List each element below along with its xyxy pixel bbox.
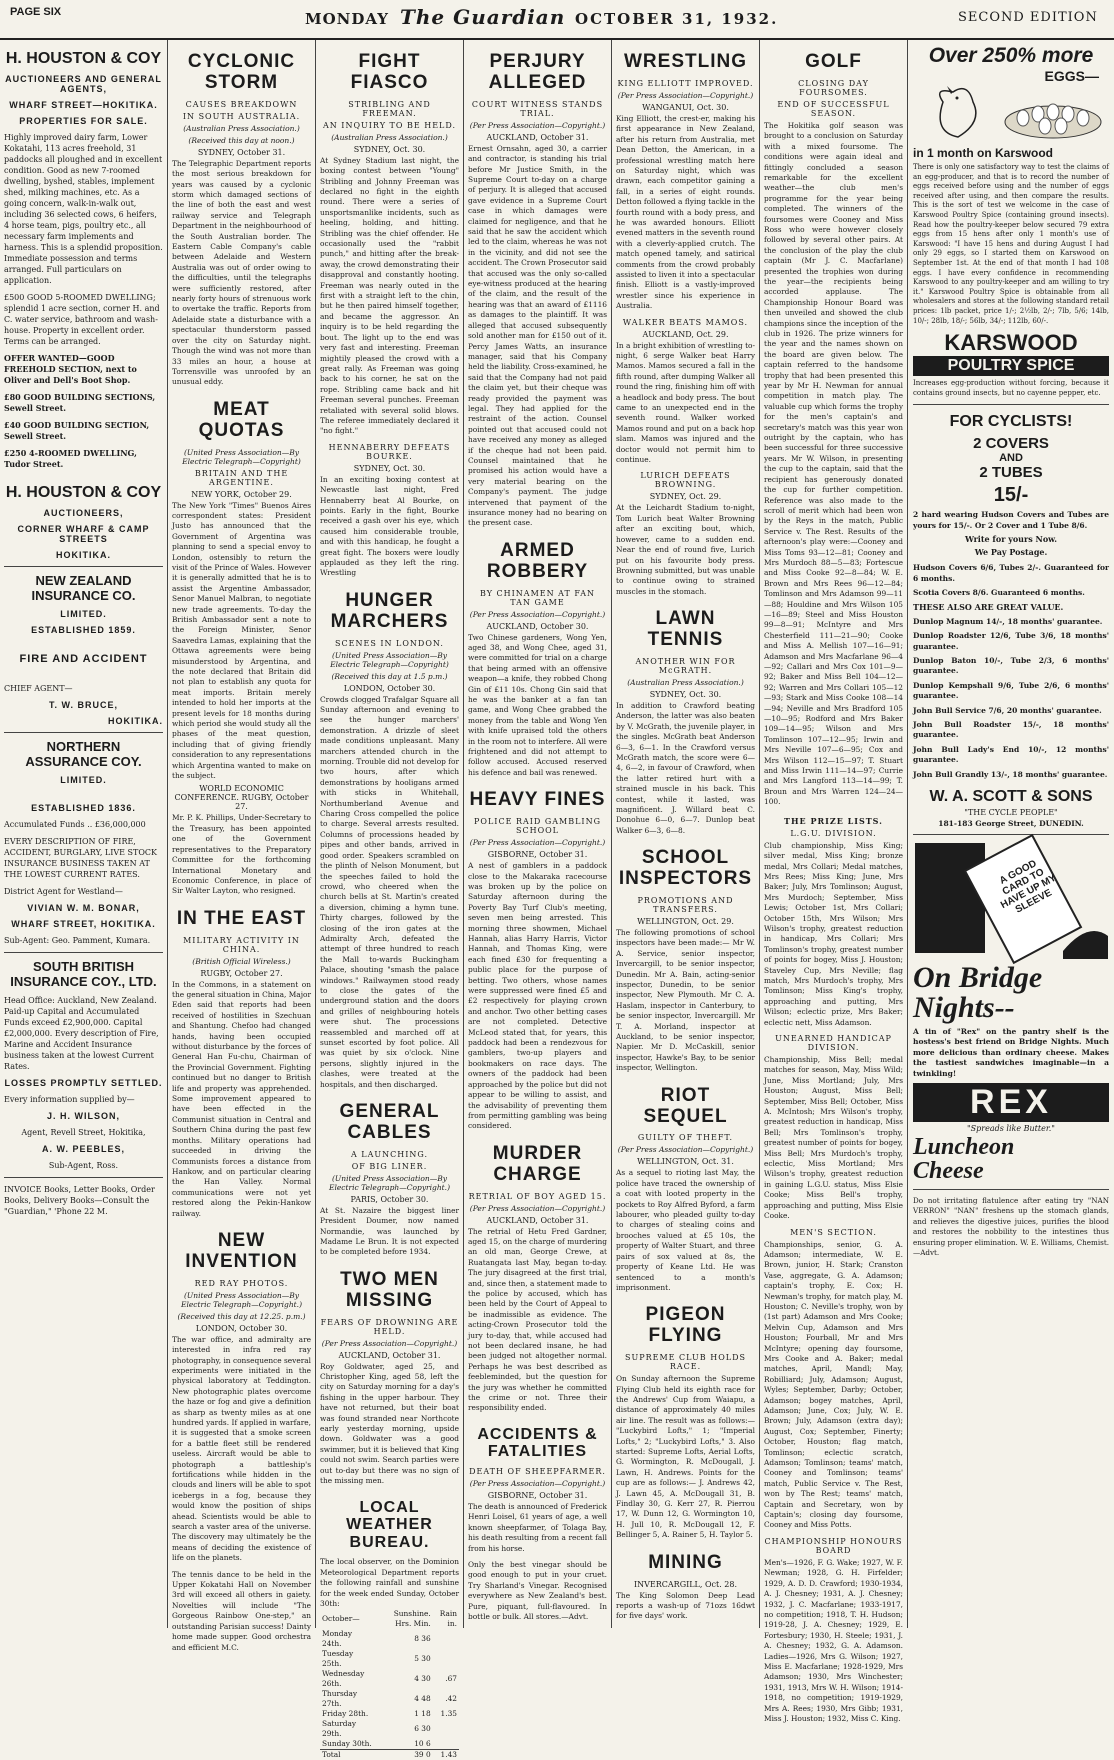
list-item: Scotia Covers 8/6. Guaranteed 6 months.: [913, 587, 1085, 597]
ad-text: District Agent for Westland—: [4, 887, 123, 896]
page-number: PAGE SIX: [10, 6, 62, 18]
article-body: Men's—1926, F. G. Wake; 1927, W. F. Newman; 1928, G. H. Firfelder; 1929, A. D. D. Crawford; 1930-1934, A. J. Chesney; 1931, A. J. Chesney; 1932, J. C. Macfarlane; 1933-1917, no competition; 1918, T. H. Hudson; 1919-28, J. A. Chesney; 1929, E. Fortesbury; 1930, H. Steele; 1931, J. A. Chesney; 1932, G. A. Adamson. Ladies—1926, Mrs G. Wilson; 1927, Miss E. Macfarlane; 1928-1929, Mrs Adamson; 1930, Mrs Winchester; 1931, 1913, Mrs W. H. Wilson; 1914-1918, no competition; 1919-1929, Mrs A. Rees; 1930, Mrs Gibb; 1931, Miss J. Houston; 1932, Miss C. King.: [764, 1557, 903, 1723]
dateline: LONDON, October 30.: [343, 683, 436, 693]
article-source: (Per Press Association—Copyright.): [617, 90, 754, 100]
article-headline: SCHOOL INSPECTORS: [618, 847, 753, 890]
ad-line: LIMITED.: [60, 609, 107, 619]
weather-table: [320, 1609, 459, 1760]
article-body: In a bright exhibition of wrestling to-night, 6 serge Walker beat Harry Mamos. Mamos secured a fall in the fifth round, after dumping Walker all round the ring, finishing him off with a headlock and body press. The bout came to an unexpected end in the seventh round. Walker worked Mamos round and put on a back hop slam. Mamos was injured and the doctor would not permit him to continue.: [616, 340, 755, 465]
article-body: King Elliott, the crest-er, making his first appearance in New Zealand, after his return from Australia, met Dean Detton, the American, in a professional wrestling match here on Saturday night, which was drawn, each competitor gaining a fall, in a series of eight rounds. Detton followed a flying tackle in the fourth round with a body press, and he was awarded honours. Elliott evened matters in the seventh round with a cleverly-applied crutch. The match opened tamely, and satirical comments from the crowd probably assisted to liven it into a spectacular finish. Elliott is a vastly-improved wrestler since his experience in Australia.: [616, 113, 755, 311]
article-source: (United Press Association—By Electric Telegraph—Copyright.): [180, 1290, 302, 1309]
list-item: Dunlop Magnum 14/-, 18 months' guarantee.: [913, 616, 1103, 626]
dateline: WELLINGTON, Oct. 29.: [637, 916, 734, 926]
table-cell: Friday 28th.: [322, 1709, 369, 1719]
article-deck: KING ELLIOTT IMPROVED.: [617, 78, 754, 88]
article-headline: PERJURY ALLEGED: [488, 51, 587, 93]
ad-line: VIVIAN W. M. BONAR,: [27, 903, 140, 913]
ad-text: Highly improved dairy farm, Lower Kokatahi, 113 acres freehold, 31 paddocks all ploughed and in excellent condition. Good as new 7-roomed dwelling, byshed, stables, implement shed, milking machines, etc. As a going concern, walk-in-walk out, including 36 selected cows, 6 heifers, 4 horse team, pigs, poultry etc., all necessary farm implements and harness. This is a splendid proposition. Immediate possession and terms arranged. Full particulars on application.: [4, 133, 163, 285]
table-row: [320, 1689, 459, 1709]
article-headline: HUNGER MARCHERS: [330, 589, 449, 632]
ad-text: CHIEF AGENT—: [4, 684, 73, 693]
ad-line: J. H. WILSON,: [46, 1111, 120, 1121]
table-row: [320, 1739, 459, 1750]
divider: [913, 834, 1109, 835]
table-cell: 10 6: [414, 1739, 431, 1749]
ad-line: AUCTIONEERS AND GENERAL AGENTS,: [5, 74, 162, 94]
masthead-day: MONDAY: [305, 10, 389, 28]
ad-text: "THE CYCLE PEOPLE": [964, 808, 1058, 817]
dateline: GISBORNE, October 31.: [487, 1491, 588, 1501]
section-heading: CHAMPIONSHIP HONOURS BOARD: [764, 1536, 903, 1555]
article-body: The war office, and admiralty are interested in infra red ray photography, in consequence several experiments were initiated in the physical laboratory at Teddington. New photographic plates overcome the haze or fog and give a definition as sharp as twenty miles as at one hundred yards. If applied in warfare, it is suggested that a smoke screen for a battle fleet still be rendered useless. Aircraft would be able to photograph a battleship's fortifications while hidden in the clouds and liners will be able to spot icebergs in a fog, because they would know the position of ships ahead. Scientists would be able to search a vaster area of the universe. The discovery may ultimately be the means of deciding the existence of life on the planets.: [172, 1334, 311, 1563]
list-item: Dunlop Kempshall 9/6, Tube 2/6, 6 months' guarantee.: [913, 680, 1109, 701]
article-body: Championship, Miss Bell; medal matches for season, May, Miss Wild; June, Miss Mortland; July, Mrs Houston; August, Miss Bell; September, Miss Bell; October, Miss A. McIntosh; Mrs Wilson's trophy, greatest reduction in handicap, Miss Bell; Mrs Tomlinson's trophy, greatest number of points for bogey, Miss Bell; Mrs Murdoch's trophy, eclectic, Miss Mortland; Mrs Wilson's trophy, greatest reduction in gaining L.G.U. status, Miss Elsie Cooke; Miss Bell's trophy, approaching and putting, Miss Elsie Cooke.: [764, 1055, 903, 1221]
table-cell: [433, 1739, 459, 1750]
table-cell: 4 48: [414, 1694, 431, 1704]
advertisement-text: Only the best vinegar should be good enough to put in your cruet. Try Sharland's Vinegar. Recognised everywhere as New Zealand's best. Pure, piquant, full-flavoured. In bottle or bulk. All stores.—Advt.: [468, 1560, 607, 1622]
article-source: (Per Press Association—Copyright.): [469, 609, 606, 619]
ad-line: HOKITIKA.: [56, 550, 111, 560]
section-heading: MEN'S SECTION.: [790, 1227, 877, 1237]
article-body: The Telegraphic Department reports the most serious breakdown for years was caused by a cyclonic storm which damaged sections of the line of both the east and west railway service and Telegraph Department in the neighbourhood of the South Australian border. The Eastern Cable Company's cable between Adelaide and Western Australia was out of order owing to the difficulties, until the telegraphs were sufficiently restored, after nearly forty hours of strenuous work to overtake the traffic. Reports from Adelaide state a disturbance with a spectacular thunderstorm passed over the city on Saturday night. Though the wind was not more than 33 miles an hour, a house at Torrensville was unroofed by an unusual eddy.: [172, 158, 311, 387]
table-cell: 1 18: [414, 1709, 431, 1719]
article-body: At St. Nazaire the biggest liner President Doumer, now named Normandie, was launched by Madame Le Brun. It is not expected to be completed before 1934.: [320, 1205, 459, 1257]
article-body: At the Leichardt Stadium to-night, Tom Lurich beat Walter Browning after an exciting bout, which, however, came to a sudden end. Near the end of round five, Lurich put on his favourite body press. Browning submitted, but was unable to continue owing to strained muscles in the stomach.: [616, 503, 755, 596]
karswood-ad: [913, 44, 1109, 144]
article-deck: IN SOUTH AUSTRALIA.: [182, 111, 301, 121]
article-deck: END OF SUCCESSFUL SEASON.: [777, 99, 890, 118]
article-headline: WRESTLING: [624, 51, 747, 72]
ad-line: ESTABLISHED 1836.: [31, 803, 136, 813]
article-deck: AN INQUIRY TO BE HELD.: [322, 120, 457, 130]
ad-text: A tin of "Rex" on the pantry shelf is the hostess's best friend on Bridge Nights. Much more delicious than ordinary cheese. Makes the tastiest sandwiches imaginable—in a twinkling!: [913, 1027, 1109, 1078]
article-deck: BY CHINAMEN AT FAN TAN GAME: [479, 588, 596, 607]
divider: [4, 1177, 163, 1178]
article-body: The retrial of Hetu Fred Gardner, aged 15, on the charge of murdering an old man, George Crewe, at Ruatangata last May, began to-day. The jury disagreed at the first trial, and, since then, a statement made to the police by accused, which has been held by the Court of Appeal to be inadmissible as evidence. The acting-Crown Prosecutor told the jury to-day, that, while accused had not been declared insane, he had been judged not altogether normal. Perhaps he was best described as feebleminded, but the question for the jury was whether he committed the crime or not. Three their responsibility ended.: [468, 1226, 607, 1413]
dateline: PARIS, October 30.: [350, 1194, 429, 1204]
article-body: In addition to Crawford beating Anderson, the latter was also beaten by V. McGrath, the juvenile player, in the singles. McGrath beat Anderson 6—3, 6—1. In the Crawford versus McGrath match, the score were 6—4, 6—2, in favour of Crawford, when the latter retired hurt with a strained muscle in his back. This contest, while it lasted, was magnificent. J. Willard beat C. Donohue 6—0, 6—7. Dunlop beat Walker 6—3, 6—8.: [616, 700, 755, 835]
article-source: (Per Press Association—Copyright.): [469, 1479, 606, 1489]
article-headline: ACCIDENTS & FATALITIES: [477, 1425, 598, 1461]
table-cell: Total: [322, 1750, 341, 1760]
table-cell: Saturday 29th.: [322, 1719, 357, 1739]
article-headline: IN THE EAST: [176, 907, 307, 929]
article-body: The tennis dance to be held in the Upper Kokatahi Hall on November 3rd will exceed all others in gaiety. Novelties will include "The Gorgeous Rainbow One-step," an outstanding Parisian success! Dainty home made supper. Good orchestra and efficient M.C.: [172, 1569, 311, 1652]
article-headline: LAWN TENNIS: [647, 608, 724, 651]
ad-text: Every information supplied by—: [4, 1095, 135, 1104]
article-body: The Hokitika golf season was brought to a conclusion on Saturday with a mixed foursome. The conditions were again ideal and fittingly concluded a season remarkable for the excellent weather—the club men's programme for the year being completed. The winners of the foursomes were Cooney and Miss Ross who were however closely followed by several other pairs. At the conclusion of the play the club captain (Mr J. C. Macfarlane) presented the trophies won during the year—the recipients being accorded applause. The Championship Honour Board was then unveiled and showed the club champions since the inception of the club in 1926. The prize winners for the year and the names shown on the board are given below. The captain referred to the handsome trophy that had been presented this year by Mr H. Newman for annual competition in match play. The valuable cup which forms the trophy for the men's captain's and secretary's match was this year won outright by the captain, who has been successful for three successive years. Mr W. Wilson, in presenting the cup to the captain, said that the recipient has generously donated the cup for further competition. Reference was also made to the scroll of merit which had been won by the Reys in the match, Public Service v. The Rest. Results of the afternoon's play were:—Cooney and Miss Toms 93—12—81; Cooney and Mrs Murdoch 88—5—83; Fortescue and Miss Cooke 92—8—84; W. E. Brown and Mrs Rees 96—12—84; Tomlinson and Mrs Adamson 99—11—88; Houldine and Mrs Wilson 105—16—89; Steel and Miss Houston 99—8—91; McIntyre and Mrs Chesterfield 111—21—90; Cooke and Miss A. Mellish 107—16—91; Adamson and Mrs Macfarlane 96—4—92; Callari and Mrs Cox 101—9—92; Baker and Miss Bell 104—12—92; Warren and Mrs Collari 105—12—93; Stark and Miss Cooke 108—14—94; Neville and Mrs Bradford 105—10—95; Rodford and Mrs Baker 109—14—95; Wilson and Mrs Tomlinson 107—12—95; Irwin and Mrs Neville 107—6—95; Cox and Mrs Wilson 112—15—97; T. Stuart and Miss Irwin 111—14—97; Currie and Mrs Langford 113—14—99; T. Broun and Mrs Warren 124—24—100.: [764, 120, 903, 807]
dateline: WANGANUI, Oct. 30.: [642, 102, 729, 112]
article-deck: DEATH OF SHEEPFARMER.: [469, 1467, 606, 1477]
table-row: [320, 1669, 459, 1689]
ad-text: There is only one satisfactory way to test the claims of an egg-producer, and that is to record the number of eggs received before using and the number of eggs received after using, and then compare the results. This is the sort of test we welcome in the case of Karswood Poultry Spice (containing ground insects). Read how the poultry-keeper below secured 79 extra eggs from 15 hens after only 1 month's use of Karswood: "I have 15 hens and during August I had only 29 eggs, so I started them on Karswood on September 1st. At the end of that month I had 108 eggs. I have every confidence in recommending Karswood to any poultry-keeper and am willing to try it." Karswood Poultry Spice is obtainable from all wholesalers and stores at the following standard retail prices: 1lb packet, price 1/-; 2½lb, 2/-; 7lb, 5/6; 14lb, 10/-; 28lb, 18/-; 56lb, 34/-; 112lb, 60/-.: [913, 163, 1109, 325]
article-source: (Australian Press Association.): [627, 677, 744, 687]
article-deck: BRITAIN AND THE ARGENTINE.: [194, 468, 289, 487]
ad-text: £40 GOOD BUILDING SECTION, Sewell Street.: [4, 420, 150, 441]
dateline: LONDON, October 30.: [195, 1323, 288, 1333]
article-deck: SUPREME CLUB HOLDS RACE.: [625, 1353, 746, 1372]
table-cell: 6 30: [414, 1724, 431, 1734]
masthead-edition: SECOND EDITION: [958, 10, 1098, 25]
ad-line: AUCTIONEERS,: [43, 508, 124, 518]
ad-heading: PROPERTIES FOR SALE.: [19, 116, 148, 126]
ad-banner: Over 250% more: [928, 44, 1094, 67]
dateline: SYDNEY, Oct. 30.: [353, 463, 426, 473]
table-header-cell: Sunshine. Hrs. Min.: [393, 1609, 431, 1629]
dateline: RUGBY, October 27.: [200, 968, 283, 978]
article-deck: GUILTY OF THEFT.: [637, 1133, 734, 1143]
article-deck: A LAUNCHING.: [350, 1149, 429, 1159]
article-deck: PROMOTIONS AND TRANSFERS.: [637, 895, 734, 914]
ad-banner: Nights--: [913, 991, 1015, 1024]
article-source: (United Press Association—By Electric Telegraph—Copyright): [182, 447, 301, 466]
article-source: (Australian Press Association.): [331, 132, 448, 142]
ad-text: "Spreads like Butter.": [967, 1124, 1055, 1134]
article-headline: CYCLONIC STORM: [187, 51, 296, 93]
article-source: (Received this day at 12.25. p.m.): [177, 1311, 306, 1321]
article-deck: RETRIAL OF BOY AGED 15.: [468, 1191, 607, 1201]
table-row: [320, 1719, 459, 1739]
dateline: INVERCARGILL, Oct. 28.: [633, 1579, 738, 1589]
article-source: (British Official Wireless.): [192, 956, 291, 966]
ad-banner: AND: [999, 452, 1023, 465]
article-deck: STRIBLING AND FREEMAN.: [348, 99, 431, 118]
article-body: Ernest Ornsahn, aged 30, a carrier and contractor, is standing his trial before Mr Justice Smith, in the Supreme Court to-day on a charge of perjury. It is alleged that accused gave evidence in a Supreme Court case in which damages were claimed for negligence, and that he said that he saw the accident which led to the claim, whereas he was not in the vicinity, and did not see the accident. The Crown Prosecutor said that accused was the only so-called eye-witness produced at the hearing of the claim, and the result of the hearing was that an award of £1116 as damages to the plaintiff. It was alleged that accused subsequently sold another man for £150 out of it. Percy James Watts, an insurance manager, said that his Company held the liability. Cross-examined, he said that the Company had not paid the claim yet, but their cheque was ready provided the payment was legal. They had applied for the restraint of the action. Counsel pointed out that accused could not have received any money as alleged if the cheque had not been paid. Counsel maintained that he promised his action would have a very material bearing on the Company's payment. The judge intervened that payment of the insurance money had no bearing on the present case.: [468, 143, 607, 528]
article-source: (Per Press Association—Copyright.): [469, 1203, 606, 1213]
table-row: [320, 1629, 459, 1649]
article-source: (United Press Association—By Electric Telegraph—Copyright.): [328, 1173, 450, 1192]
article-body: The New York "Times" Buenos Aires correspondent states: President Justo has announced that the Government of Argentina was planning to send a special envoy to London, ostensibly to return the visit of the Prince of Wales. However it is generally admitted that he is to assist the Argentine Ambassador, Senor Manuel Malbran, to negotiate new trade agreements. To-day the British Ambassador sent a note to the Foreign Minister, Senor Saavedra Lamas, explaining that the Ottawa agreements were being misunderstood by Argentina, and the note declared that Britain did not plan to establish any quota for meat imports. Britain merely intended to hold her imports at the present levels for 18 months during which period she would study all the phases of the meat question, including that of giving friendly consideration to any representations which Argentina wanted to make on the subject.: [172, 500, 311, 781]
article-headline: RIOT SEQUEL: [643, 1084, 728, 1127]
article-deck: CLOSING DAY FOURSOMES.: [798, 78, 869, 97]
ad-brand: REX: [913, 1083, 1109, 1122]
ad-line: A. W. PEEBLES,: [41, 1144, 125, 1154]
ad-text: £500 GOOD 5-ROOMED DWELLING; splendid 1 acre section, corner H. and C. water service, bathroom and wash-house. Property in excellent order. Terms can be arranged.: [4, 293, 160, 346]
ad-text: INVOICE Books, Letter Books, Order Books, Delivery Books—Consult the "Guardian," 'Phone 22 M.: [4, 1185, 155, 1216]
divider: [4, 952, 163, 953]
article-source: (Received this day at 1.5 p.m.): [331, 671, 448, 681]
ad-text: Write for yours Now.: [964, 534, 1058, 545]
dateline: SYDNEY, Oct. 29.: [649, 492, 722, 502]
ad-firm-name: W. A. SCOTT & SONS: [929, 788, 1093, 805]
dateline: NEW YORK, October 29.: [191, 489, 292, 499]
dateline: SYDNEY, Oct. 30.: [353, 144, 426, 154]
dateline: SYDNEY, Oct. 30.: [649, 689, 722, 699]
article-headline: ARMED ROBBERY: [486, 539, 589, 582]
article-deck: FEARS OF DROWNING ARE HELD.: [320, 1317, 459, 1336]
ad-line: CORNER WHARF & CAMP STREETS: [17, 524, 150, 544]
table-cell: 4 30: [414, 1674, 431, 1684]
table-total-row: [320, 1750, 459, 1760]
article-headline: GENERAL CABLES: [339, 1101, 440, 1143]
ad-firm-name: H. HOUSTON & COY: [5, 484, 162, 501]
ad-text: EVERY DESCRIPTION OF FIRE, ACCIDENT, BURGLARY, LIVE STOCK INSURANCE BUSINESS TAKEN AT THE LOWEST CURRENT RATES.: [4, 837, 158, 879]
article-deck: OF BIG LINER.: [351, 1161, 428, 1171]
ad-text: We Pay Postage.: [974, 547, 1048, 558]
table-cell: Tuesday 25th.: [322, 1649, 354, 1669]
article-headline: PIGEON FLYING: [645, 1304, 726, 1347]
ad-line: T. W. BRUCE,: [48, 700, 118, 710]
column-4: [463, 40, 611, 1628]
table-cell: Monday 24th.: [322, 1629, 353, 1649]
ad-text: £250 4-ROOMED DWELLING, Tudor Street.: [4, 448, 137, 469]
article-deck: WALKER BEATS MAMOS.: [622, 317, 749, 327]
ad-text: OFFER WANTED—GOOD FREEHOLD SECTION, next to Oliver and Dell's Boot Shop.: [4, 353, 137, 385]
ad-company-name: SOUTH BRITISH INSURANCE COY., LTD.: [10, 959, 157, 989]
article-source: (Per Press Association—Copyright.): [469, 838, 606, 848]
article-deck: ANOTHER WIN FOR McGRATH.: [635, 656, 736, 675]
article-headline: TWO MEN MISSING: [340, 1268, 439, 1311]
ad-line: FIRE AND ACCIDENT: [19, 653, 148, 665]
article-body: The death is announced of Frederick Henri Loisel, 61 years of age, a well known sheepfarmer, of Tolaga Bay, his death resulting from a recent fall from his horse.: [468, 1502, 607, 1553]
ad-firm-name: H. HOUSTON & COY: [5, 50, 162, 67]
list-item: Dunlop Roadster 12/6, Tube 3/6, 18 months' guarantee.: [913, 631, 1109, 651]
article-headline: LOCAL WEATHER BUREAU.: [346, 1498, 433, 1551]
article-body: Roy Goldwater, aged 25, and Christopher King, aged 58, left the city on Saturday morning for a day's fishing in the upper harbour. They have not returned, but their boat was found stranded near Northcote early yesterday morning, upside down. Goldwater was a good swimmer, but it is believed that King could not swim. Search parties were out to-day but there was no sign of the missing men.: [320, 1361, 459, 1486]
article-headline: GOLF: [805, 51, 862, 72]
ad-line: WHARF STREET—HOKITIKA.: [9, 100, 158, 110]
divider: [4, 732, 163, 733]
article-body: The following promotions of school inspectors have been made:— Mr W. A. Service, senior inspector, Invercargill, to be senior inspector, Dunedin. Mr A. Bain, acting-senior inspector, Dunedin, to be senior inspector, New Plymouth. Mr C. A. Haslam, inspector in Canterbury, to be senior inspector, Invercargill. Mr T. A. Morland, inspector at Auckland, to be senior inspector, Napier. Mr D. McCaskill, senior inspector, Hawke's Bay, to be senior inspector, Wellington.: [616, 927, 755, 1073]
dateline: WELLINGTON, Oct. 31.: [637, 1157, 734, 1167]
article-headline: HEAVY FINES: [469, 789, 606, 811]
ad-text: 2 hard wearing Hudson Covers and Tubes are yours for 15/-. Or 2 Cover and 1 Tube 8/6.: [913, 510, 1109, 530]
dateline: AUCKLAND, October 31.: [338, 1350, 441, 1360]
list-item: John Bull Service 7/6, 20 months' guarantee.: [913, 705, 1102, 715]
tyre-price-list: [913, 563, 1109, 780]
section-heading: UNEARNED HANDICAP DIVISION.: [775, 1034, 892, 1053]
ad-brand: Luncheon: [913, 1134, 1015, 1161]
article-deck: RED RAY PHOTOS.: [194, 1278, 289, 1288]
ad-text: Agent, Revell Street, Hokitika,: [21, 1128, 146, 1137]
ad-line: HOKITIKA.: [108, 716, 163, 726]
masthead-title: The Guardian: [400, 5, 566, 29]
article-body: The King Solomon Deep Lead reports a wash-up of 71ozs 16dwt for five days' work.: [616, 1590, 755, 1621]
table-cell: [433, 1629, 459, 1649]
ad-heading: in 1 month on Karswood: [913, 146, 1053, 160]
list-item: Hudson Covers 6/6, Tubes 2/-. Guaranteed for 6 months.: [913, 563, 1109, 583]
table-cell: 1.43: [440, 1750, 457, 1760]
column-2: [167, 40, 315, 1652]
column-3: [315, 40, 463, 1760]
dateline: SYDNEY, October 31.: [197, 147, 286, 157]
article-source: (Australian Press Association.): [183, 123, 300, 133]
table-cell: 5 30: [414, 1654, 431, 1664]
ad-brand: Cheese: [913, 1158, 984, 1185]
divider: [913, 1189, 1109, 1190]
ad-line: LOSSES PROMPTLY SETTLED.: [4, 1078, 163, 1088]
card-caption: A GOOD CARD TO HAVE UP MY SLEEVE: [997, 858, 1059, 916]
article-body: At Sydney Stadium last night, the boxing contest between "Young" Stribling and Johnny Freeman was declared no fight in the eighth round. There were a series of unsportsmanlike incidents, such as heeling, holding, and hitting. Stribling was the chief offender. He occasionally used the "rabbit punch," and hitting after the break-away, the crowd demonstrating their disapproval and constantly hooting. Freeman was nearly outed in the first with a straight left to the chin, but he then paired himself together, and became the aggressor. An inquiry is to be held regarding the bout. The light up to the end was very fast and interesting. Freeman mightily pleased the crowd with a great rally. As Freeman was going back to his corner, he sat on the rope. Stribling came back and hit Freeman several punches. Freeman retaliated with several solid blows. The referee immediately declared it "no fight.": [320, 155, 459, 436]
column-1: [0, 40, 167, 1628]
article-headline: FIGHT FIASCO: [350, 51, 429, 93]
table-cell: .67: [445, 1674, 457, 1684]
dateline: AUCKLAND, Oct. 29.: [642, 329, 729, 339]
ad-text: Increases egg-production without forcing, because it contains ground insects, but no cayenne pepper, etc.: [913, 379, 1109, 397]
dateline: GISBORNE, October 31.: [487, 850, 588, 860]
list-item: THESE ALSO ARE GREAT VALUE.: [913, 602, 1064, 613]
list-item: John Bull Lady's End 10/-, 12 months' guarantee.: [913, 744, 1109, 765]
divider: [913, 404, 1109, 405]
ad-banner: 2 TUBES: [979, 464, 1043, 482]
ad-company-name: NORTHERN ASSURANCE COY.: [25, 739, 142, 769]
table-row: [320, 1649, 459, 1669]
column-6: [759, 40, 907, 1723]
ad-text: Head Office: Auckland, New Zealand. Paid-up Capital and Accumulated Funds exceed £2,900,000. Capital £2,000,000. Every description of Fire, Marine and Accident Insurance business taken at the lowest Current Rates.: [4, 996, 159, 1071]
ad-line: LIMITED.: [60, 775, 107, 785]
ad-price: 15/-: [993, 484, 1029, 507]
table-row: [320, 1709, 459, 1719]
rex-ad: [913, 841, 1109, 959]
article-deck: COURT WITNESS STANDS TRIAL.: [471, 99, 604, 118]
article-source: (Per Press Association—Copyright.): [321, 1338, 458, 1348]
ad-heading: FOR CYCLISTS!: [949, 413, 1073, 431]
article-body: Championships, senior, G. A. Adamson; intermediate, W. E. Brown, junior, H. Stark; Cranston Vase, aggregate, G. A. Adamson; captain's trophy, E. Cox; H. Newman's trophy, for match play, M. Houston; C. Neville's trophy, won by (1st part) Adamson and Mrs Cooke; Melvin Cup, Adamson and Mrs Houston; Fourball, Mr and Mrs McIntyre; opening day foursome, Mrs Cooke and A. Baker; medal matches, April, Mandl; May, Robilliard; July, Adamson; August, Wyles; September, Darby; October, Adamson; bogey matches, April, Adamson; June, Cox; July, W. E. Brown; July, Adamson (extra day); August, Cox; September, Finerty; October, Houston; flag match, Tomlinson; eclectic scratch, Adamson; Tomlinson; teams' match, Cooney and Tomlinson; teams' match, Public Service v. The Rest, won by The Rest; teams' match, Captain and Secretary, won by Captain's; closing day foursome, Cooney and Miss Potts.: [764, 1239, 903, 1530]
table-cell: [433, 1649, 459, 1669]
list-item: John Bull Grandly 13/-, 18 months' guarantee.: [913, 769, 1108, 779]
table-cell: 1.35: [440, 1709, 457, 1719]
table-cell: .42: [445, 1694, 457, 1704]
article-deck: CAUSES BREAKDOWN: [185, 99, 298, 109]
article-source: (United Press Association—By Electric Telegraph—Copyright): [330, 650, 449, 669]
article-body: A nest of gamblers in a paddock close to the Makaraka racecourse was broken up by the police on Saturday afternoon during the Poverty Bay Turf Club's meeting, seven men being arrested. This morning three showmen, Michael Hannah, alias Harry Harris, Victor Hannah, and Thomas King, were each fined £30 for frequenting a public place for the purpose of betting. Two others, whose names were suppressed were fined £5 and £2 respectively for playing crown and anchor. Two other betting cases are not completed. Detective McLeod stated that, for years, this paddock had been a rendezvous for gamblers, two-up players and bookmakers on race days. The owners of the paddock had been approached by the police but did not appear to be willing to assist, and the advisability of preventing them from permitting gambling was being considered.: [468, 861, 607, 1131]
article-body: Crowds clogged Trafalgar Square all Sunday afternoon and evening to see the hunger marchers' demonstration. A drizzle of sleet made conditions unpleasant. Many marchers attended church in the morning. Trouble did not develop for two hours, after which demonstrations by hooligans armed with sticks in Whitehall, Northumberland Avenue and Charing Cross compelled the police to charge. Several arrests resulted. Columns of processions headed by pipes and other bands, arrived in good order. Speakers scrambled on the plinth of Nelson Monument, but the speeches failed to hold the crowd, who cheered when the church bells at St. Martin's created a diversion, chiming a hymn tune. Thirty charges, followed by the closing of the iron gates at the Admiralty Arch, defeated the attempt of three hundred to reach the Mall to-wards Buckingham Palace, shouting "smash the palace windows." Railwaymen stood ready to close the gates of the underground station and the doors and grilles of neighbouring hotels were shut. The processions reassembled and marched off at sunset escorted by foot police. All was quiet by six o'clock. Nine persons, slightly injured in the clashes, were treated at the hospitals, and then discharged.: [320, 694, 459, 1089]
table-cell: [433, 1719, 459, 1739]
article-deck: POLICE RAID GAMBLING SCHOOL: [474, 817, 601, 836]
list-item: John Bull Roadster 15/-, 18 months' guarantee.: [913, 719, 1109, 740]
list-item: Dunlop Baton 10/-, Tube 2/3, 6 months' guarantee.: [913, 655, 1109, 676]
ad-text: 181-183 George Street, DUNEDIN.: [938, 819, 1084, 828]
ad-text: Sub-Agent, Ross.: [48, 1161, 119, 1170]
article-headline: MEAT QUOTAS: [198, 398, 285, 441]
article-body: Club championship, Miss King; silver medal, Miss King; bronze medal, Mrs Collari; Medal matches, Mrs Rees; Miss King; June, Mrs Baker; July, Mrs Tomlinson; August, Mrs Murdoch; September, Miss Lewis; October 1st, Mrs Collari; October 15th, Mrs Wilson; Mrs Wilson's trophy, greatest reduction in handicap, Mrs Collari; Mrs Tomlinson's trophy, greatest number of points for bogey, Miss J. Houston; Staveley Cup, Mrs Neville; flag match, Mrs Murdoch's trophy, Mrs Tomlinson; Miss King's trophy, approaching and putting, Mrs Wilson; eclectic prize, Mrs Baker; eclectic nett, Miss Adamson.: [764, 840, 903, 1027]
table-cell: Thursday 27th.: [322, 1689, 358, 1709]
article-source: (Per Press Association—Copyright.): [617, 1145, 754, 1155]
section-heading: THE PRIZE LISTS.: [784, 815, 883, 826]
divider: [4, 566, 163, 567]
article-headline: NEW INVENTION: [185, 1229, 298, 1272]
hen-and-eggs-icon: [913, 82, 1110, 142]
article-deck: LURICH DEFEATS BROWNING.: [640, 471, 731, 490]
ad-banner: EGGS—: [1044, 68, 1099, 84]
ad-banner: 2 COVERS: [973, 435, 1049, 453]
article-deck: SCENES IN LONDON.: [335, 638, 444, 648]
table-header-cell: October—: [322, 1614, 360, 1624]
article-body: The local observer, on the Dominion Meteorological Department reports the following rainfall and sunshine for the week ended Sunday, October 30th:: [320, 1557, 459, 1608]
dateline: WORLD ECONOMIC CONFERENCE. RUGBY, October 27.: [174, 784, 309, 812]
article-source: (Per Press Association—Copyright.): [469, 120, 606, 130]
article-headline: MINING: [648, 1551, 723, 1573]
ad-text: £80 GOOD BUILDING SECTIONS, Sewell Street.: [4, 392, 156, 413]
column-7: [907, 40, 1114, 1628]
article-body: As a sequel to rioting last May, the police have traced the ownership of a coat with looted property in the pockets to Roy Alfred Byford, a farm labourer, who pleaded guilty to-day to charges of stealing coins and brooches valued at £5 10s, the property of Walter Stuart, and three pairs of sox valued at 8s, the property of Keane Ltd. He was sentenced to a month's imprisonment.: [616, 1168, 755, 1292]
ad-line: WHARF STREET, HOKITIKA.: [11, 919, 156, 929]
ad-company-name: NEW ZEALAND INSURANCE CO.: [31, 573, 136, 603]
table-header-cell: Rain in.: [439, 1609, 457, 1629]
table-cell: 39 0: [414, 1750, 431, 1760]
table-cell: 8 36: [414, 1634, 431, 1644]
masthead-date: OCTOBER 31, 1932.: [575, 10, 779, 28]
article-headline: MURDER CHARGE: [492, 1142, 583, 1185]
ad-banner: On Bridge: [913, 961, 1043, 994]
section-heading: L.G.U. DIVISION.: [790, 828, 877, 838]
article-body: Two Chinese gardeners, Wong Yen, aged 38, and Wong Chee, aged 31, were committed for trial on a charge that being armed with an offensive weapon—a knife, they robbed Chong Gin of £11 10s. Chong Gin said that he was the banker at a fan tan game, and Wong Chee grabbed the money from the table and Wong Yen with knife upraised told the others in the room not to interfere. All were frightened and did not attempt to follow accused. Accused reserved his defence and bail was renewed.: [468, 632, 607, 777]
article-body: Mr. P. K. Phillips, Under-Secretary to the Treasury, has been appointed one of the Government representatives to the Preparatory Committee for the forthcoming International Monetary and Economic Conference, in place of Sir Walter Layton, who resigned.: [172, 813, 311, 896]
ad-text: Sub-Agent: Geo. Pamment, Kumara.: [4, 936, 151, 945]
dateline: AUCKLAND, October 30.: [486, 621, 589, 631]
ad-line: ESTABLISHED 1859.: [31, 625, 136, 635]
ad-brand: KARSWOOD: [944, 330, 1078, 356]
ad-text: Do not irritating flatulence after eating try "NAN VERRON" "NAN" freshens up the stomach glands, and relieves the digestive juices, purifies the blood and restores the nobbility to the intestines thus ensuring proper elimination. W. E. Williams, Chemist.—Advt.: [913, 1196, 1109, 1258]
table-cell: Wednesday 26th.: [322, 1669, 365, 1689]
column-5: [611, 40, 759, 1628]
article-deck: HENNABERRY DEFEATS BOURKE.: [328, 442, 451, 461]
dateline: AUCKLAND, October 31.: [486, 132, 589, 142]
article-body: In an exciting boxing contest at Newcastle last night, Fred Hennaberry beat Al Bourke, on points. Early in the fight, Bourke received a gash over his eye, which caused him considerable trouble, and with this handicap, he fought a great fight. The boxers were loudly applauded as they left the ring. Wrestling: [320, 474, 459, 578]
table-header-row: [320, 1609, 459, 1629]
article-body: In the Commons, in a statement on the general situation in China, Major Eden said that reports had been received of hostilities in Szechuan and Shantung. Chefoo had changed hands, having been occupied without disturbance by the forces of General Han Fu-chu, Chairman of the Provincial Government. Fighting continued but no danger to British life and property was apprehended. Some improvement appeared to have been effected in the Communist situation in Central and Southern China during the past few months. Military operations had succeeded in driving the Communists forces a distance from Hankow, and on particular clearing the Han Valley. Normal communications were not yet restored along the Pekin-Hankow railway.: [172, 979, 311, 1218]
ad-brand: POULTRY SPICE: [913, 356, 1109, 376]
table-cell: Sunday 30th.: [322, 1739, 372, 1749]
article-deck: MILITARY ACTIVITY IN CHINA.: [183, 935, 300, 954]
article-body: On Sunday afternoon the Supreme Flying Club held its eighth race for the Andrews' Cup from Waiapu, a distance of approximately 40 miles air line. The result was as follows:— "Luckybird Lofts," 1; "Imperial Lofts," 2; "Luckybird Lofts," 3. Also started: Supreme Lofts, Aerial Lofts, G. Wormington, R. McDougall, J. Lawn, H. Andrews. Points for the cup are as follows:— J. Andrews 42, J. Lawn 45, A. McDougall 31, B. Findlay 30, G. Kerr 27, R. Pierrou 17, W. Dunn 12, G. Wormington 10, H. Jull 10, R. McDougall 12, F. Bellinger 5, A. Rainer 5, H. Taylor 5.: [616, 1374, 755, 1540]
article-source: (Received this day at noon.): [188, 135, 295, 145]
dateline: AUCKLAND, October 31.: [486, 1215, 589, 1225]
masthead: [0, 0, 1114, 40]
ad-text: Accumulated Funds .. £36,000,000: [4, 820, 146, 829]
